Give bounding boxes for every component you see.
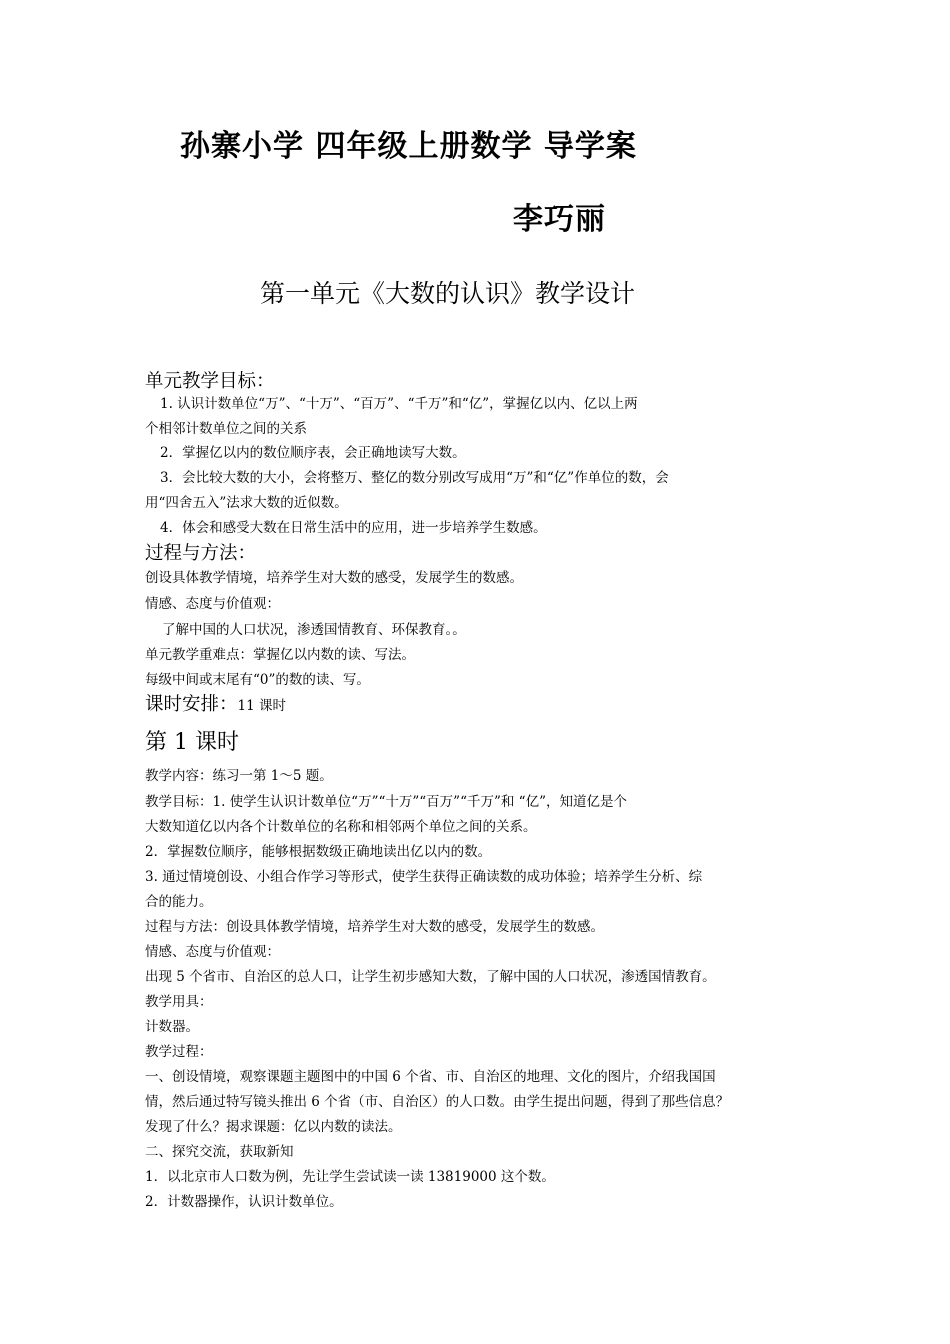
process-heading: 过程与方法：	[145, 543, 257, 564]
lesson-step-2-heading: 二、探究交流，获取新知	[145, 1144, 294, 1160]
unit-goal-4: 4．体会和感受大数在日常生活中的应用，进一步培养学生数感。	[160, 520, 547, 536]
lesson-process: 过程与方法：创设具体教学情境，培养学生对大数的感受，发展学生的数感。	[145, 919, 604, 935]
lesson-step-1a: 一、创设情境，观察课题主题图中的中国 6 个省、市、自治区的地理、文化的图片，介绍我国国	[145, 1069, 716, 1085]
emotion-text: 了解中国的人口状况，渗透国情教育、环保教育。。	[162, 622, 466, 638]
lesson-step-2-2: 2．计数器操作，认识计数单位。	[145, 1194, 343, 1210]
author-name: 李巧丽	[513, 202, 606, 237]
unit-goal-1b: 个相邻计数单位之间的关系	[145, 421, 307, 437]
lesson-steps-heading: 教学过程：	[145, 1044, 213, 1060]
lesson-goal-1a: 教学目标：1. 使学生认识计数单位“万”“十万”“百万”“千万”和 “亿”，知道亿是个	[145, 794, 627, 810]
lesson-goal-3b: 合的能力。	[145, 894, 213, 910]
unit-goal-3a: 3．会比较大数的大小，会将整万、整亿的数分别改写成用“万”和“亿”作单位的数，会	[160, 470, 669, 486]
schedule-value: 11 课时	[237, 698, 286, 714]
lesson-goal-2: 2．掌握数位顺序，能够根据数级正确地读出亿以内的数。	[145, 844, 492, 860]
lesson-goal-3a: 3. 通过情境创设、小组合作学习等形式，使学生获得正确读数的成功体验；培养学生分析、综	[145, 869, 703, 885]
lesson-step-1b: 情，然后通过特写镜头推出 6 个省（市、自治区）的人口数。由学生提出问题，得到了那些信息？	[145, 1094, 730, 1110]
process-text: 创设具体教学情境，培养学生对大数的感受，发展学生的数感。	[145, 570, 523, 586]
lesson-tools-text: 计数器。	[145, 1019, 199, 1035]
key-points-line-1: 单元教学重难点：掌握亿以内数的读、写法。	[145, 647, 415, 663]
lesson-tools-heading: 教学用具：	[145, 994, 213, 1010]
unit-goal-1a: 1. 认识计数单位“万”、“十万”、“百万”、“千万”和“亿”，掌握亿以内、亿以上两	[160, 396, 638, 412]
emotion-heading: 情感、态度与价值观：	[145, 596, 280, 612]
lesson-goal-1b: 大数知道亿以内各个计数单位的名称和相邻两个单位之间的关系。	[145, 819, 537, 835]
schedule-label: 课时安排：	[145, 694, 238, 715]
lesson-content: 教学内容：练习一第 1～5 题。	[145, 768, 333, 784]
lesson-step-2-1: 1．以北京市人口数为例，先让学生尝试读一读 13819000 这个数。	[145, 1169, 555, 1185]
lesson-emotion-text: 出现 5 个省市、自治区的总人口，让学生初步感知大数，了解中国的人口状况，渗透国情教育。	[145, 969, 716, 985]
unit-goal-3b: 用“四舍五入”法求大数的近似数。	[145, 495, 348, 511]
key-points-line-2: 每级中间或末尾有“0”的数的读、写。	[145, 672, 370, 688]
lesson-emotion-heading: 情感、态度与价值观：	[145, 944, 280, 960]
schedule-line	[145, 696, 286, 715]
lesson-heading: 第 1 课时	[145, 730, 239, 755]
lesson-step-1c: 发现了什么？揭求课题：亿以内数的读法。	[145, 1119, 402, 1135]
unit-goals-heading: 单元教学目标：	[145, 371, 275, 392]
unit-goal-2: 2．掌握亿以内的数位顺序表，会正确地读写大数。	[160, 445, 466, 461]
unit-title: 第一单元《大数的认识》教学设计	[260, 279, 636, 308]
document-title: 孙寨小学 四年级上册数学 导学案	[180, 129, 637, 164]
